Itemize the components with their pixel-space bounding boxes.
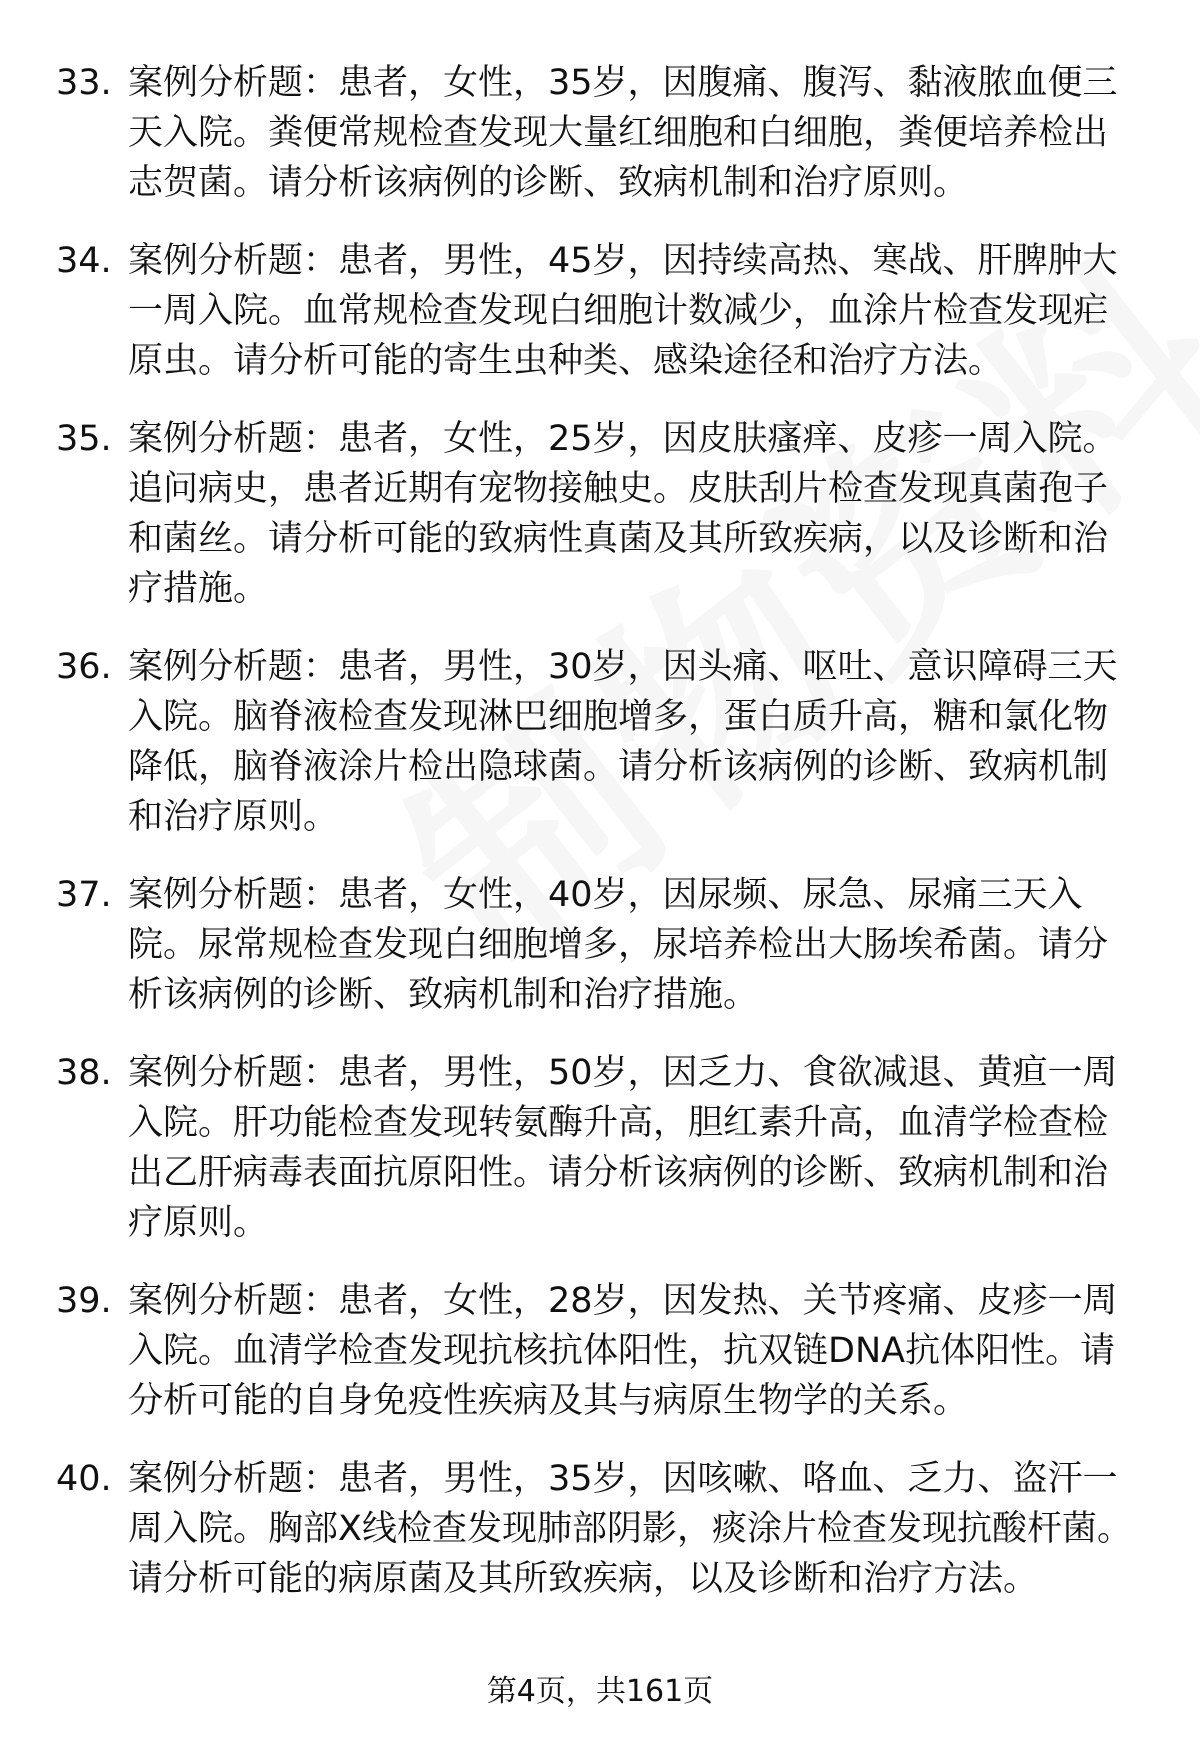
- question-text: 案例分析题：患者，女性，28岁，因发热、关节疼痛、皮疹一周入院。血清学检查发现抗核抗体阳性，抗双链DNA抗体阳性。请分析可能的自身免疫性疾病及其与病原生物学的关系。: [128, 1281, 1118, 1421]
- question-number: 39.: [56, 1281, 112, 1321]
- question-number: 34.: [56, 241, 112, 281]
- question-item: [0, 1454, 1142, 1604]
- question-text: 案例分析题：患者，男性，30岁，因头痛、呕吐、意识障碍三天入院。脑脊液检查发现淋巴细胞增多，蛋白质升高，糖和氯化物降低，脑脊液涂片检出隐球菌。请分析该病例的诊断、致病机制和治疗原则。: [128, 647, 1118, 837]
- page-number-label: 第4页，共161页: [486, 1674, 714, 1709]
- question-item: [0, 870, 1142, 1020]
- question-number: 38.: [56, 1053, 112, 1093]
- question-text: 案例分析题：患者，男性，45岁，因持续高热、寒战、肝脾肿大一周入院。血常规检查发现白细胞计数减少，血涂片检查发现疟原虫。请分析可能的寄生虫种类、感染途径和治疗方法。: [128, 241, 1118, 381]
- question-item: [0, 58, 1142, 208]
- question-number: 35.: [56, 419, 112, 459]
- question-number: 37.: [56, 875, 112, 915]
- question-number: 33.: [56, 63, 112, 103]
- question-text: 案例分析题：患者，男性，50岁，因乏力、食欲减退、黄疸一周入院。肝功能检查发现转氨酶升高，胆红素升高，血清学检查检出乙肝病毒表面抗原阳性。请分析该病例的诊断、致病机制和治疗原则。: [128, 1053, 1118, 1243]
- question-text: 案例分析题：患者，男性，35岁，因咳嗽、咯血、乏力、盗汗一周入院。胸部X线检查发现肺部阴影，痰涂片检查发现抗酸杆菌。请分析可能的病原菌及其所致疾病，以及诊断和治疗方法。: [128, 1459, 1132, 1599]
- question-text: 案例分析题：患者，女性，35岁，因腹痛、腹泻、黏液脓血便三天入院。粪便常规检查发现大量红细胞和白细胞，粪便培养检出志贺菌。请分析该病例的诊断、致病机制和治疗原则。: [128, 63, 1118, 203]
- question-text: 案例分析题：患者，女性，40岁，因尿频、尿急、尿痛三天入院。尿常规检查发现白细胞增多，尿培养检出大肠埃希菌。请分析该病例的诊断、致病机制和治疗措施。: [128, 875, 1109, 1015]
- page-footer: [0, 1672, 1200, 1712]
- question-item: [0, 1048, 1142, 1248]
- question-item: [0, 1276, 1142, 1426]
- question-number: 40.: [56, 1459, 112, 1499]
- question-item: [0, 414, 1142, 614]
- question-list: [0, 58, 1200, 1632]
- question-number: 36.: [56, 647, 112, 687]
- question-item: [0, 236, 1142, 386]
- question-item: [0, 642, 1142, 842]
- question-text: 案例分析题：患者，女性，25岁，因皮肤瘙痒、皮疹一周入院。追问病史，患者近期有宠物接触史。皮肤刮片检查发现真菌孢子和菌丝。请分析可能的致病性真菌及其所致疾病，以及诊断和治疗措施。: [128, 419, 1118, 609]
